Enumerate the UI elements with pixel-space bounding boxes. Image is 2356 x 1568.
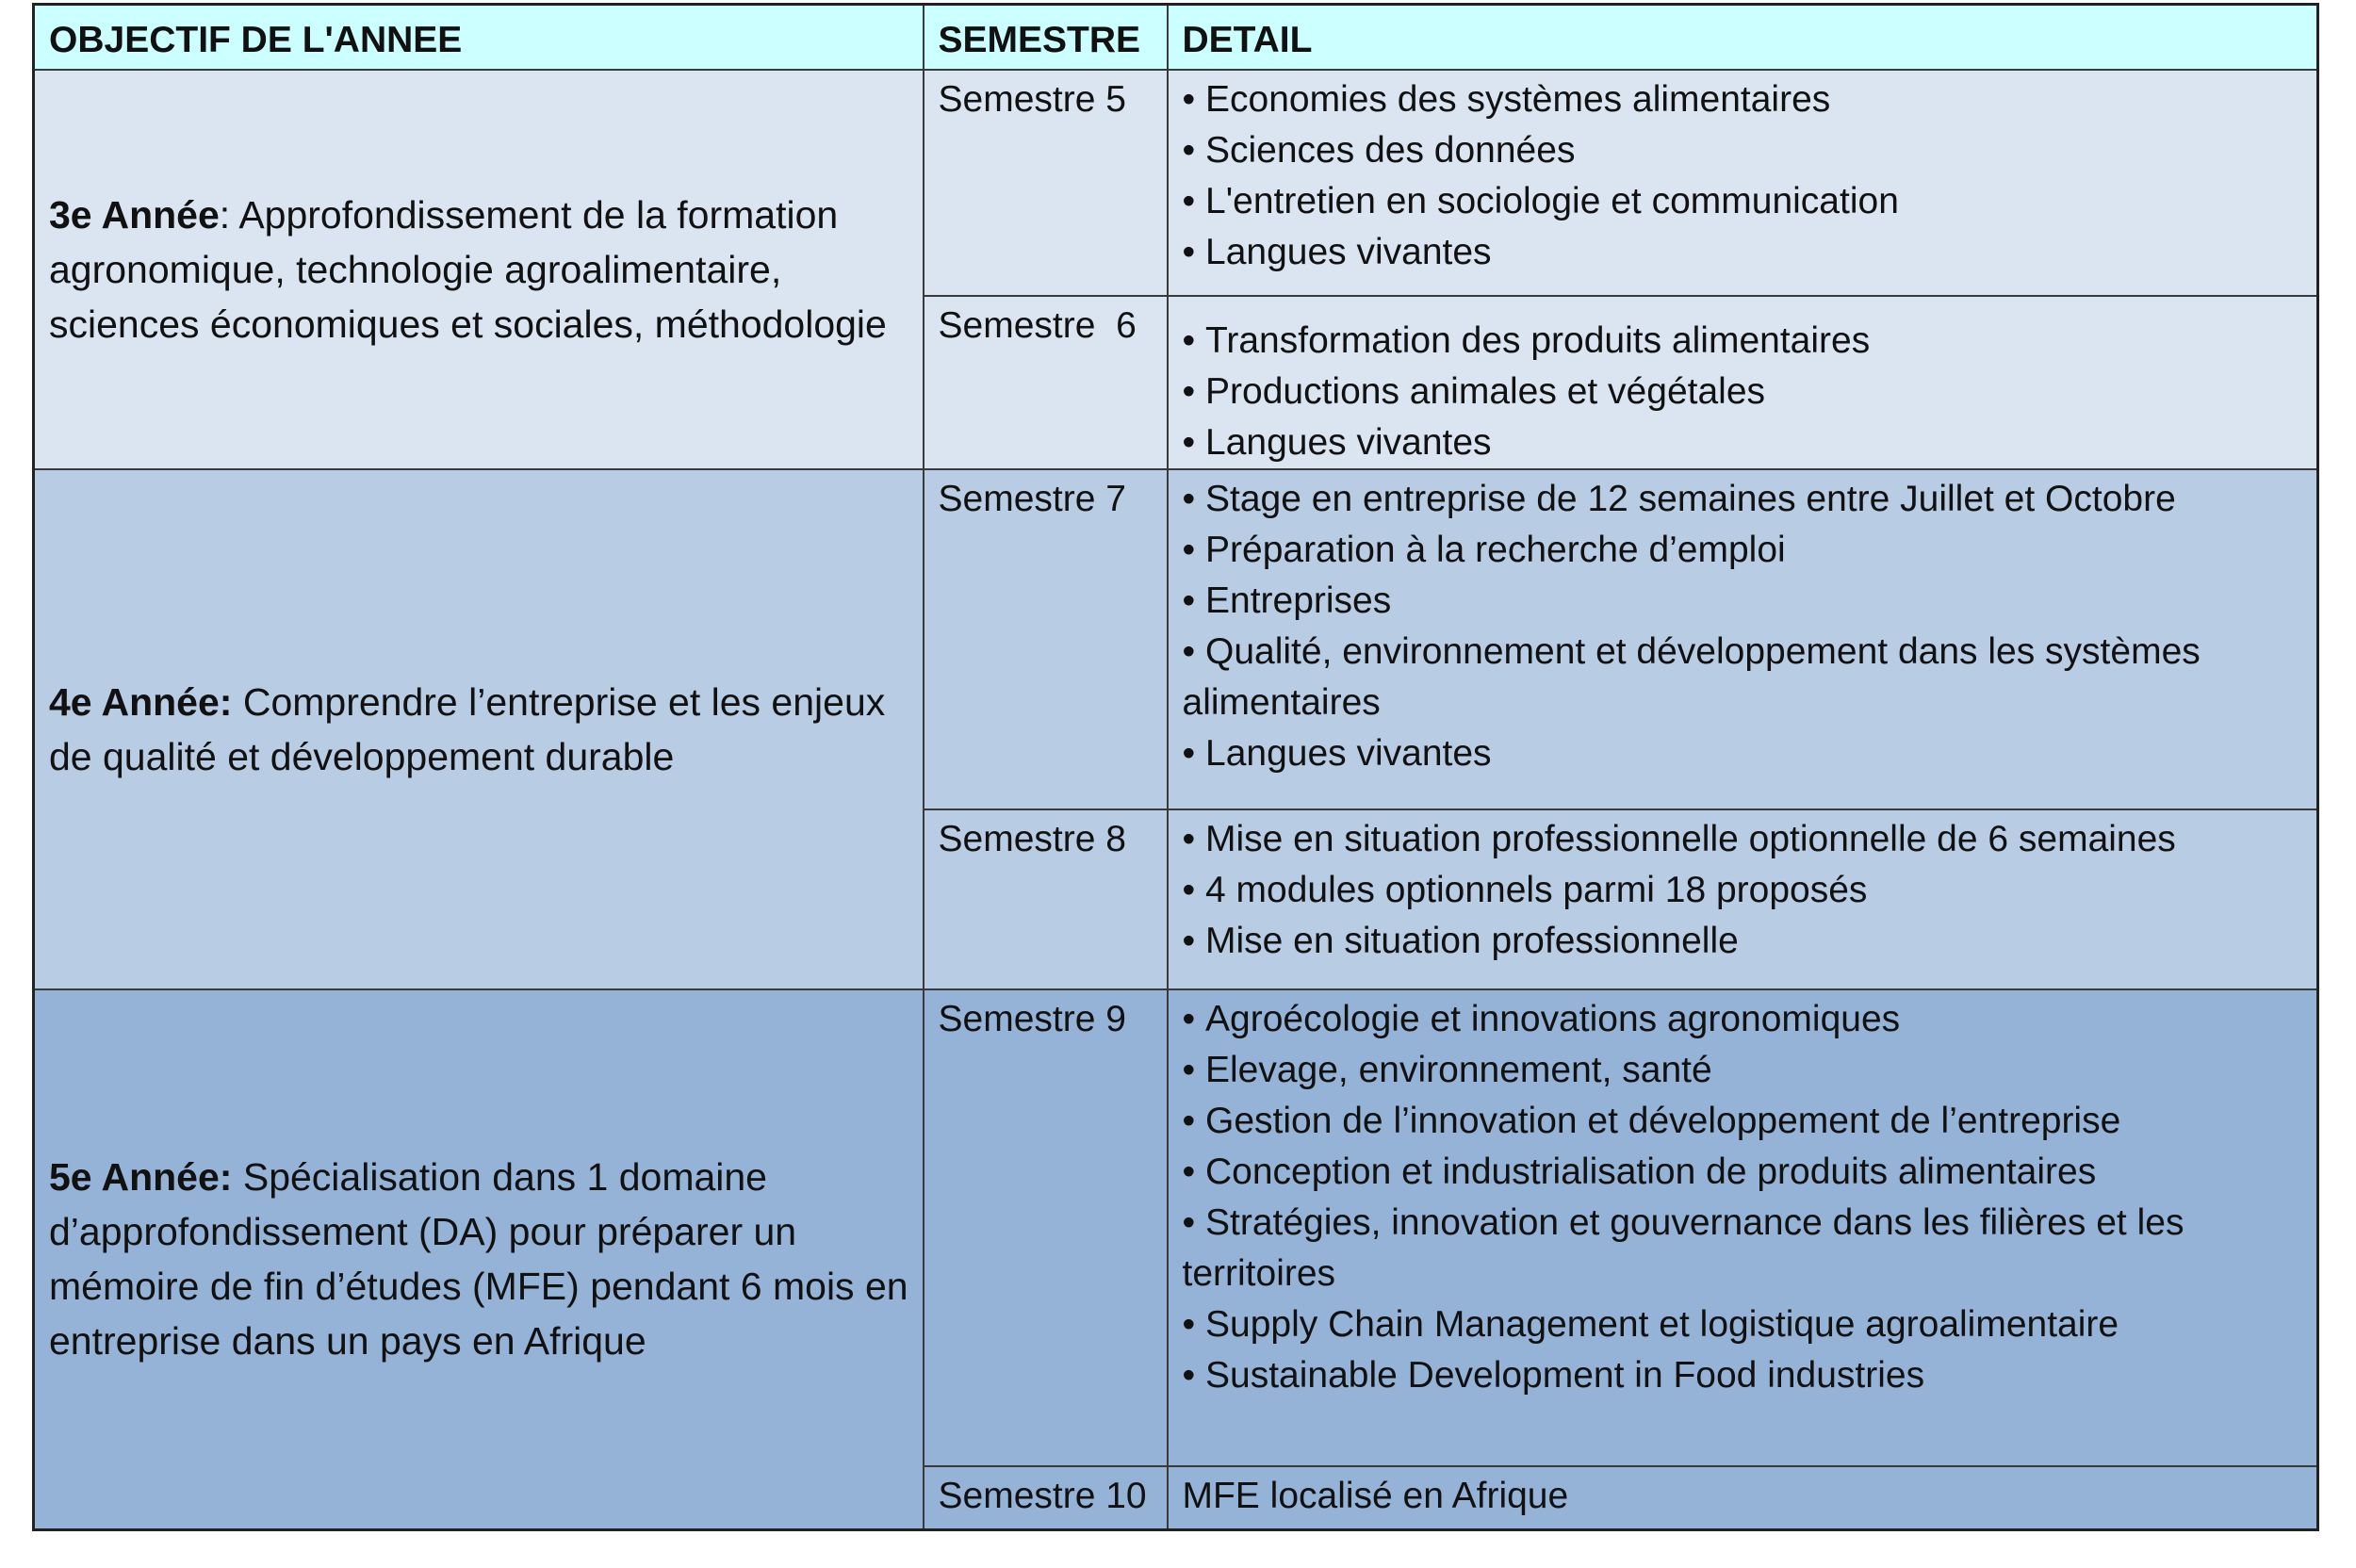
list-item: • Mise en situation professionnelle optionnelle de 6 semaines	[1183, 814, 2317, 865]
list-item: • Sustainable Development in Food industries	[1183, 1350, 2317, 1401]
list-item: • Gestion de l’innovation et développement de l’entreprise	[1183, 1096, 2317, 1147]
table-row	[34, 989, 2318, 1466]
year-label-separator: :	[219, 193, 239, 237]
year-label: 3e Année	[49, 193, 220, 237]
list-item: • Conception et industrialisation de produits alimentaires	[1183, 1147, 2317, 1198]
detail-cell	[1168, 296, 2318, 469]
semester-cell: Semestre 6	[924, 296, 1168, 469]
list-item: • Transformation des produits alimentaires	[1183, 316, 2317, 367]
year-objective-cell	[34, 70, 924, 469]
list-item: • Economies des systèmes alimentaires	[1183, 74, 2317, 125]
list-item: • Elevage, environnement, santé	[1183, 1045, 2317, 1096]
header-semestre: SEMESTRE	[924, 5, 1168, 71]
list-item: • Mise en situation professionnelle	[1183, 916, 2317, 967]
list-item: • Stratégies, innovation et gouvernance dans les filières et les territoires	[1183, 1198, 2317, 1299]
list-item: • Qualité, environnement et développement dans les systèmes alimentaires	[1183, 627, 2317, 728]
table-row	[34, 469, 2318, 809]
year-label-separator	[232, 1155, 242, 1199]
detail-list	[1183, 74, 2317, 278]
semester-cell: Semestre 5	[924, 70, 1168, 296]
year-objective-cell	[34, 989, 924, 1529]
year-objective-text: Comprendre l’entreprise et les enjeux de qualité et développement durable	[49, 680, 886, 778]
detail-list	[1183, 994, 2317, 1401]
semester-cell: Semestre 10	[924, 1466, 1168, 1529]
list-item: • 4 modules optionnels parmi 18 proposés	[1183, 865, 2317, 916]
detail-list	[1183, 474, 2317, 779]
header-row	[34, 5, 2318, 71]
detail-cell	[1168, 809, 2318, 989]
list-item: • Stage en entreprise de 12 semaines entre Juillet et Octobre	[1183, 474, 2317, 525]
list-item: • Entreprises	[1183, 576, 2317, 627]
table-row	[34, 70, 2318, 296]
header-detail: DETAIL	[1168, 5, 2318, 71]
list-item: • Langues vivantes	[1183, 728, 2317, 779]
detail-list	[1183, 316, 2317, 468]
year-label-separator	[232, 680, 242, 724]
list-item: • Langues vivantes	[1183, 417, 2317, 468]
year-label: 4e Année:	[49, 680, 233, 724]
semester-cell: Semestre 7	[924, 469, 1168, 809]
detail-cell	[1168, 989, 2318, 1466]
detail-cell: MFE localisé en Afrique	[1168, 1466, 2318, 1529]
list-item: • Productions animales et végétales	[1183, 367, 2317, 417]
detail-cell	[1168, 70, 2318, 296]
list-item: • Sciences des données	[1183, 125, 2317, 176]
list-item: • L'entretien en sociologie et communication	[1183, 176, 2317, 227]
detail-cell	[1168, 469, 2318, 809]
semester-cell: Semestre 8	[924, 809, 1168, 989]
year-label: 5e Année:	[49, 1155, 233, 1200]
list-item: • Supply Chain Management et logistique agroalimentaire	[1183, 1299, 2317, 1350]
detail-list	[1183, 814, 2317, 967]
year-objective-text: Spécialisation dans 1 domaine d’approfondissement (DA) pour préparer un mémoire de fin d’études (MFE) pendant 6 mois en entreprise dans un pays en Afrique	[49, 1155, 908, 1364]
list-item: • Agroécologie et innovations agronomiques	[1183, 994, 2317, 1045]
list-item: • Langues vivantes	[1183, 227, 2317, 278]
year-objective-cell	[34, 469, 924, 989]
list-item: • Préparation à la recherche d’emploi	[1183, 525, 2317, 576]
header-objectif: OBJECTIF DE L'ANNEE	[34, 5, 924, 71]
year-objective-text: Approfondissement de la formation agronomique, technologie agroalimentaire, sciences économiques et sociales, méthodologie	[49, 193, 887, 346]
curriculum-table	[32, 3, 2319, 1531]
semester-cell: Semestre 9	[924, 989, 1168, 1466]
